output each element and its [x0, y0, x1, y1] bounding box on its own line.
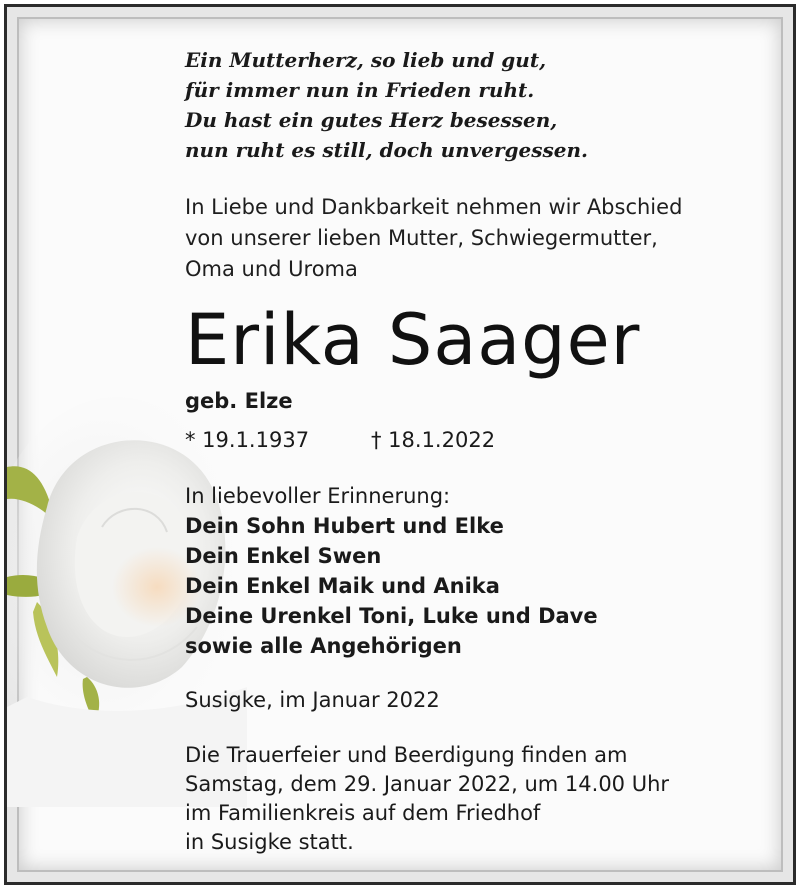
memory-label: In liebevoller Erinnerung: — [185, 484, 451, 508]
intro-line: In Liebe und Dankbarkeit nehmen wir Abschied — [185, 195, 683, 219]
intro-line: von unserer lieben Mutter, Schwiegermutter, — [185, 226, 658, 250]
mourners-list — [185, 511, 598, 661]
obituary-card — [4, 4, 796, 885]
funeral-line: im Familienkreis auf dem Friedhof — [185, 801, 541, 825]
mourner-item: Deine Urenkel Toni, Luke und Dave — [185, 604, 598, 628]
poem-line: Ein Mutterherz, so lieb und gut, — [185, 48, 547, 72]
death-date: † 18.1.2022 — [371, 428, 496, 452]
birth-name: geb. Elze — [185, 389, 293, 413]
funeral-notice — [185, 741, 669, 857]
memorial-poem — [185, 45, 588, 165]
mourner-item: Dein Sohn Hubert und Elke — [185, 514, 504, 538]
farewell-intro — [185, 192, 682, 285]
mourner-item: sowie alle Angehörigen — [185, 634, 462, 658]
place-date: Susigke, im Januar 2022 — [185, 688, 440, 712]
mourner-item: Dein Enkel Maik und Anika — [185, 574, 500, 598]
poem-line: für immer nun in Frieden ruht. — [185, 78, 535, 102]
funeral-line: Samstag, dem 29. Januar 2022, um 14.00 Uhr — [185, 772, 670, 796]
intro-line: Oma und Uroma — [185, 257, 358, 281]
funeral-line: Die Trauerfeier und Beerdigung finden am — [185, 743, 628, 767]
poem-line: Du hast ein gutes Herz besessen, — [185, 108, 558, 132]
poem-line: nun ruht es still, doch unvergessen. — [185, 138, 588, 162]
funeral-line: in Susigke statt. — [185, 830, 354, 854]
life-dates — [185, 425, 496, 455]
birth-date: * 19.1.1937 — [185, 428, 310, 452]
mourner-item: Dein Enkel Swen — [185, 544, 382, 568]
deceased-name: Erika Saager — [185, 299, 641, 381]
